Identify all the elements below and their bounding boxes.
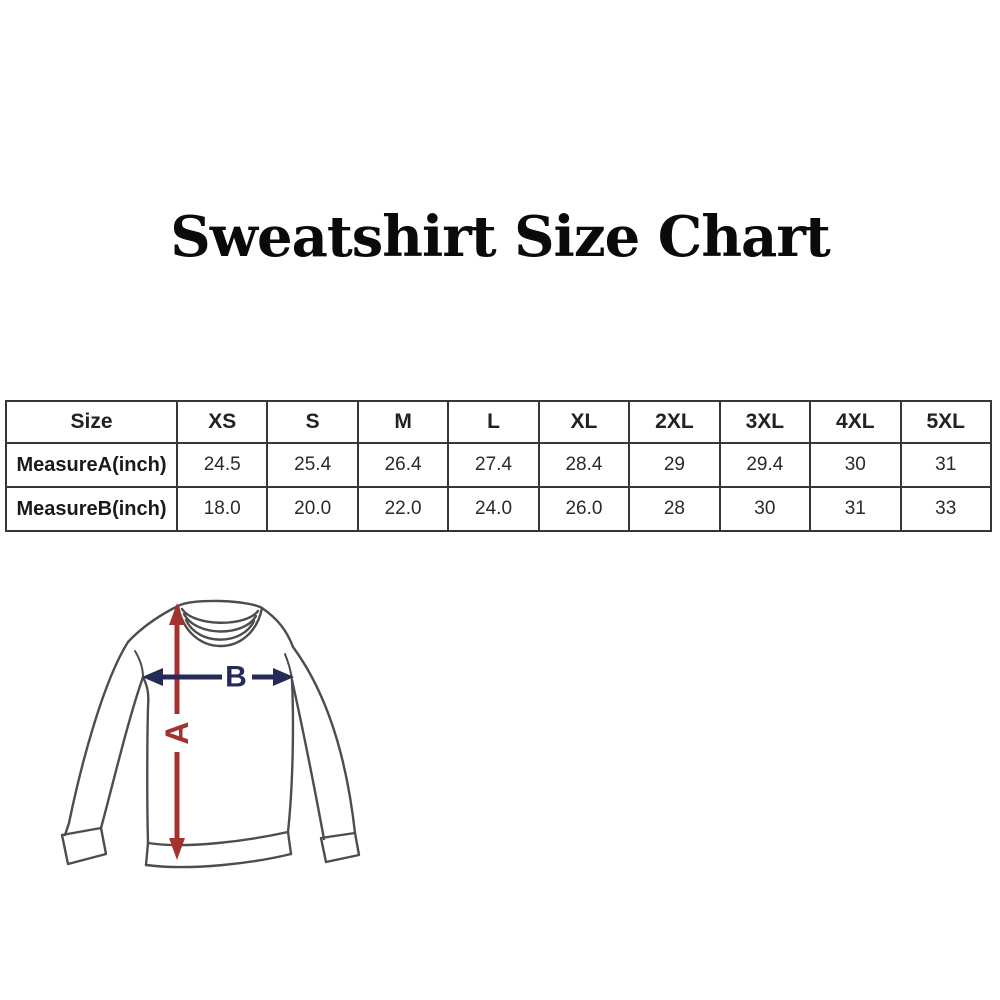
table-cell: 29.4: [720, 443, 810, 487]
table-cell: 26.0: [539, 487, 629, 531]
body-left: [143, 677, 148, 843]
table-row: [6, 443, 991, 487]
table-cell: 31: [810, 487, 900, 531]
table-cell: 28.4: [539, 443, 629, 487]
sweatshirt-diagram: [42, 575, 372, 895]
collar-rib: [182, 609, 258, 623]
left-cuff: [62, 828, 106, 864]
table-cell: 20.0: [267, 487, 357, 531]
table-cell: 24.0: [448, 487, 538, 531]
measure-a-arrowhead-bottom: [169, 838, 185, 860]
table-cell: 33: [901, 487, 992, 531]
hem-right-edge: [288, 832, 291, 854]
table-header-row: [6, 401, 991, 443]
left-sleeve-outer: [65, 642, 128, 835]
column-header: 5XL: [901, 401, 992, 443]
table-cell: 27.4: [448, 443, 538, 487]
column-header-size: Size: [6, 401, 177, 443]
hem-top: [148, 832, 288, 845]
column-header: S: [267, 401, 357, 443]
measure-a-arrowhead-top: [169, 603, 185, 625]
measure-a-label: A: [159, 721, 195, 745]
column-header: XS: [177, 401, 267, 443]
column-header: 4XL: [810, 401, 900, 443]
measure-b-arrow: [142, 661, 294, 694]
measure-b-label: B: [225, 660, 247, 694]
right-sleeve-outer: [293, 647, 355, 833]
hem-left-edge: [146, 843, 148, 865]
table-cell: 30: [720, 487, 810, 531]
table-cell: 31: [901, 443, 992, 487]
collar-top: [178, 601, 262, 608]
table-cell: 22.0: [358, 487, 448, 531]
table-cell: 24.5: [177, 443, 267, 487]
table-cell: 26.4: [358, 443, 448, 487]
hem-bottom: [146, 854, 291, 867]
row-label: MeasureA(inch): [6, 443, 177, 487]
right-shoulder: [262, 608, 293, 647]
size-chart-table: [5, 400, 992, 532]
table-cell: 29: [629, 443, 719, 487]
table-row: [6, 487, 991, 531]
right-cuff: [321, 833, 359, 862]
right-sleeve-inner: [292, 680, 324, 839]
left-sleeve-inner: [101, 677, 143, 828]
sweatshirt-outline: [62, 601, 359, 867]
table-cell: 28: [629, 487, 719, 531]
left-sleeve-seam: [135, 651, 143, 677]
column-header: M: [358, 401, 448, 443]
page-title: Sweatshirt Size Chart: [170, 204, 830, 270]
column-header: L: [448, 401, 538, 443]
body-right: [288, 680, 293, 832]
row-label: MeasureB(inch): [6, 487, 177, 531]
table-cell: 30: [810, 443, 900, 487]
table-cell: 25.4: [267, 443, 357, 487]
column-header: XL: [539, 401, 629, 443]
measure-a-arrow: [159, 603, 195, 860]
column-header: 3XL: [720, 401, 810, 443]
table-cell: 18.0: [177, 487, 267, 531]
column-header: 2XL: [629, 401, 719, 443]
